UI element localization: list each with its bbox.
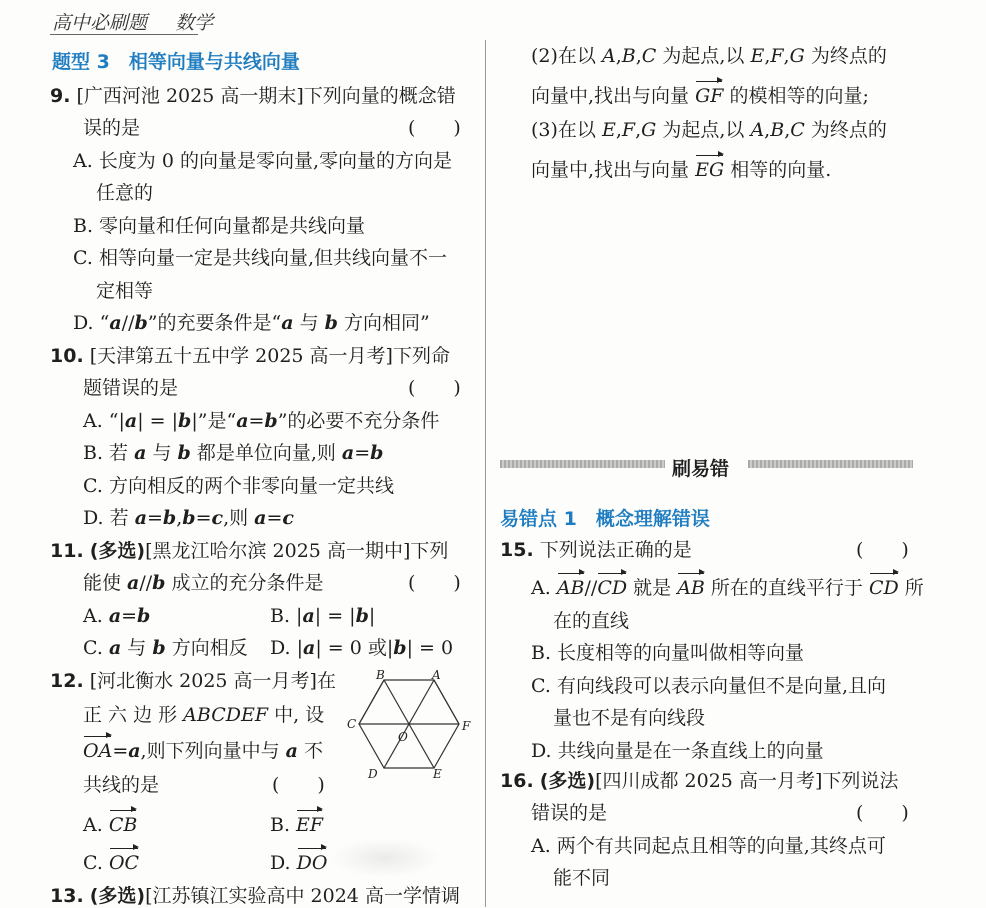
right-line: 在的直线 [553, 610, 630, 632]
page-header [52, 8, 235, 35]
left-line: OA=a,则下列向量中与 a 不 [83, 740, 323, 762]
right-line: 易错点 1 概念理解错误 [500, 508, 710, 530]
right-line: B. 长度相等的向量叫做相等向量 [531, 642, 805, 664]
left-line: 题型 3 相等向量与共线向量 [52, 51, 300, 73]
right-line: 16. (多选)[四川成都 2025 高一月考]下列说法 [500, 770, 899, 792]
right-line: D. 共线向量是在一条直线上的向量 [531, 740, 824, 762]
left-line: C. 相等向量一定是共线向量,但共线向量不一 [73, 247, 447, 269]
right-line: 能不同 [553, 867, 611, 889]
book-title: 高中必刷题 [52, 12, 148, 34]
left-line: ( ) [272, 774, 325, 796]
left-line: A. 长度为 0 的向量是零向量,零向量的方向是 [73, 150, 453, 172]
right-line: (3)在以 E,F,G 为起点,以 A,B,C 为终点的 [531, 119, 887, 141]
left-line: 正 六 边 形 ABCDEF 中, 设 [83, 704, 325, 726]
label-c: C [347, 717, 357, 731]
left-line: 12. [河北衡水 2025 高一月考]在 [50, 670, 336, 692]
right-line: 向量中,找出与向量 EG 相等的向量. [531, 159, 832, 181]
left-line: 能使 a//b 成立的充分条件是 [83, 572, 324, 594]
right-line: A. 两个有共同起点且相等的向量,其终点可 [531, 835, 886, 857]
left-line: 任意的 [96, 182, 154, 204]
left-line: B. 零向量和任何向量都是共线向量 [73, 215, 366, 237]
right-line: A. AB//CD 就是 AB 所在的直线平行于 CD 所 [531, 577, 924, 599]
left-line: ( ) [408, 117, 461, 139]
left-line: ( ) [408, 377, 461, 399]
left-line: C. a 与 b 方向相反 [83, 637, 248, 659]
left-line: 10. [天津第五十五中学 2025 高一月考]下列命 [50, 345, 450, 367]
left-line: D. “a//b”的充要条件是“a 与 b 方向相同” [73, 312, 430, 334]
left-line: 11. (多选)[黑龙江哈尔滨 2025 高一期中]下列 [50, 540, 449, 562]
label-e: E [433, 767, 442, 781]
left-line: 13. (多选)[江苏镇江实验高中 2024 高一学情调 [50, 885, 460, 907]
right-line: C. 有向线段可以表示向量但不是向量,且向 [531, 675, 886, 697]
section-banner: 刷易错 [672, 458, 730, 480]
banner-rule-left [500, 460, 665, 468]
right-line: 向量中,找出与向量 GF 的模相等的向量; [531, 85, 869, 107]
left-line: 共线的是 [83, 774, 160, 796]
left-line: B. 若 a 与 b 都是单位向量,则 a=b [83, 442, 384, 464]
left-line: 9. [广西河池 2025 高一期末]下列向量的概念错 [50, 85, 456, 107]
banner-rule-right [748, 460, 913, 468]
left-line: D. |a| = 0 或|b| = 0 [270, 637, 454, 659]
label-d: D [368, 767, 378, 781]
right-line: (2)在以 A,B,C 为起点,以 E,F,G 为终点的 [531, 45, 887, 67]
label-b: B [376, 668, 385, 682]
subject-title: 数学 [175, 12, 214, 34]
left-line: C. OC [83, 852, 140, 874]
left-line: B. |a| = |b| [270, 605, 376, 627]
left-line: B. EF [270, 814, 324, 836]
left-line: A. “|a| = |b|”是“a=b”的必要不充分条件 [83, 410, 440, 432]
left-line: ( ) [408, 572, 461, 594]
right-line: 量也不是有向线段 [553, 707, 706, 729]
right-line: ( ) [856, 802, 909, 824]
header-underline [50, 34, 198, 35]
left-line: A. a=b [83, 605, 151, 627]
label-o: O [398, 730, 408, 744]
hexagon-figure [340, 668, 475, 786]
right-line: ( ) [856, 539, 909, 561]
left-line: C. 方向相反的两个非零向量一定共线 [83, 475, 394, 497]
left-line: 误的是 [83, 117, 141, 139]
left-line: A. CB [83, 814, 138, 836]
column-divider [485, 40, 486, 907]
left-line: 定相等 [96, 280, 154, 302]
right-line: 错误的是 [531, 802, 608, 824]
right-line: 15. 下列说法正确的是 [500, 539, 692, 561]
label-a: A [432, 668, 441, 682]
watermark-blur [330, 838, 440, 878]
left-line: D. DO [270, 852, 328, 874]
left-line: 题错误的是 [83, 377, 179, 399]
left-line: D. 若 a=b,b=c,则 a=c [83, 507, 294, 529]
label-f: F [462, 719, 471, 733]
